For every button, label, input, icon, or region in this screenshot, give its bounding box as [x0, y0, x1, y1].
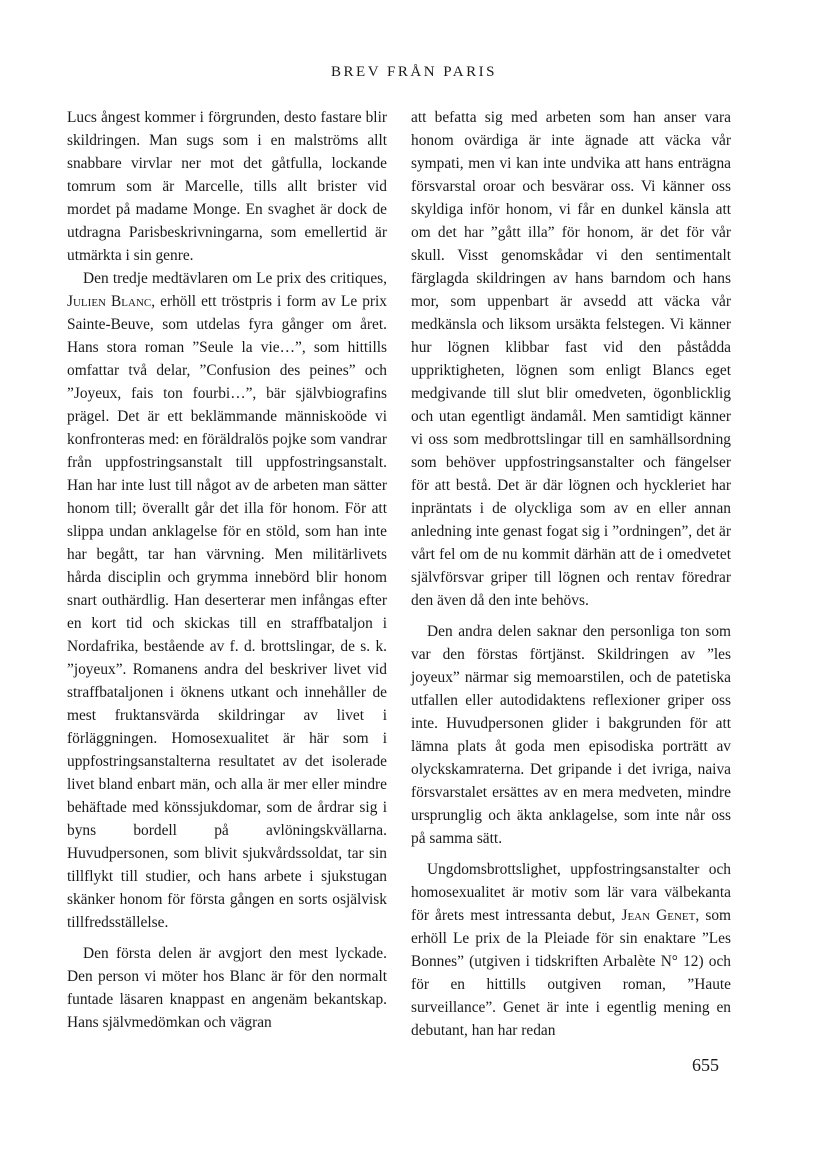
paragraph — [67, 267, 387, 934]
paragraph: Lucs ångest kommer i förgrunden, desto fastare blir skildringen. Man sugs som i en malströms allt snabbare virvlar ner mot det gåtfulla, lockande tomrum som är Marcelle, tills allt brister vid mordet på madame Monge. En svaghet är dock de utdragna Parisbeskrivningarna, som emellertid är utmärkta i sin genre. — [67, 109, 387, 264]
paragraph: Den andra delen saknar den personliga ton som var den förstas förtjänst. Skildringen av ”les joyeux” närmar sig memoarstilen, och de patetiska utfallen eller autodidaktens reflexioner griper oss inte. Huvudpersonen glider i bakgrunden för att lämna plats åt goda men episodiska porträtt av olyckskamraterna. Det gripande i det ivriga, naiva försvarstalet ersättes av en mera medveten, mindre ursprunglig och äkta anklagelse, som inte når oss på samma sätt. — [411, 623, 731, 847]
left-column — [67, 106, 387, 1034]
author-name: Jean Genet — [621, 907, 696, 924]
right-column — [411, 106, 731, 1042]
author-name: Julien Blanc — [67, 293, 152, 310]
page-number: 655 — [692, 1055, 719, 1075]
paragraph: Den första delen är avgjort den mest lyckade. Den person vi möter hos Blanc är för den normalt funtade läsaren knappast en angenäm bekantskap. Hans självmedömkan och vägran — [67, 945, 387, 1031]
running-title: BREV FRÅN PARIS — [331, 64, 497, 80]
paragraph-text: Den tredje medtävlaren om Le prix des critiques, — [83, 270, 387, 287]
paragraph: att befatta sig med arbeten som han anser vara honom ovärdiga är inte ägnade att väcka vår sympati, men vi kan inte undvika att hans enträgna försvarstal oroar och besvärar oss. Vi känner oss skyldiga inför honom, vi får en dunkel känsla att om det har ”gått illa” för honom, är det för vår skull. Visst genomskådar vi den sentimentalt färglagda skildringen av hans barndom och hans mor, som uppenbart är avsedd att väcka vår medkänsla och liksom ursäkta felstegen. Vi känner hur lögnen klibbar fast vid den påstådda uppriktigheten, lögnen som enligt Blancs eget medgivande till slut blir omedveten, ögonblicklig och utan egentligt ändamål. Men samtidigt känner vi oss som medbrottslingar till en samhällsordning som behöver uppfostringsanstalter och fängelser för att bestå. Det är där lögnen och hyckleriet har inpräntats i de olyckliga som av en eller annan anledning inte genast fogat sig i ”ordningen”, det är vårt fel om de nu kommit därhän att de i omedvetet självförsvar griper till lögnen och rentav föredrar den även då den inte behövs. — [411, 109, 731, 609]
paragraph-text: , som erhöll Le prix de la Pleiade för sin enaktare ”Les Bonnes” (utgiven i tidskriften Arbalète N° 12) och för en hittills outgiven roman, ”Haute surveillance”. Genet är inte i egentlig mening en debutant, han har redan — [411, 907, 731, 1039]
paragraph-text: Ungdomsbrottslighet, uppfostringsanstalter och homosexualitet är motiv som lär vara välbekanta för årets mest intressanta debut, — [411, 861, 731, 924]
paragraph — [411, 858, 731, 1042]
paragraph-text: , erhöll ett tröstpris i form av Le prix Sainte-Beuve, som utdelas fyra gånger om året. Hans stora roman ”Seule la vie…”, som hittills omfattar två delar, ”Confusion des peines” och ”Joyeux, fais ton fourbi…”, bär självbiografins prägel. Det är ett beklämmande människoöde vi konfronteras med: en föräldralös pojke som vandrar från uppfostringsanstalt till uppfostringsanstalt. Han har inte lust till något av de arbeten man sätter honom till; överallt går det illa för honom. För att slippa undan anklagelse för en stöld, som han inte har begått, tar han värvning. Men militärlivets hårda disciplin och grymma innebörd blir honom snart outhärdlig. Han deserterar men infångas efter en kort tid och skickas till en straffbataljon i Nordafrika, bestående av f. d. brottslingar, de s. k. ”joyeux”. Romanens andra del beskriver livet vid straffbataljonen i öknens utkant och innehåller de mest fruktansvärda skildringar av livet i förläggningen. Homosexualitet är här som i uppfostringsanstalterna resultatet av det isolerade livet bland enbart män, och alla är mer eller mindre behäftade med könssjukdomar, som de årdrar sig i byns bordell på avlöningskvällarna. Huvudpersonen, som blivit sjukvårdssoldat, tar sin tillflykt till studier, och hans arbete i sjukstugan skänker honom för första gången en sorts osjälvisk tillfredsställelse. — [67, 293, 387, 931]
